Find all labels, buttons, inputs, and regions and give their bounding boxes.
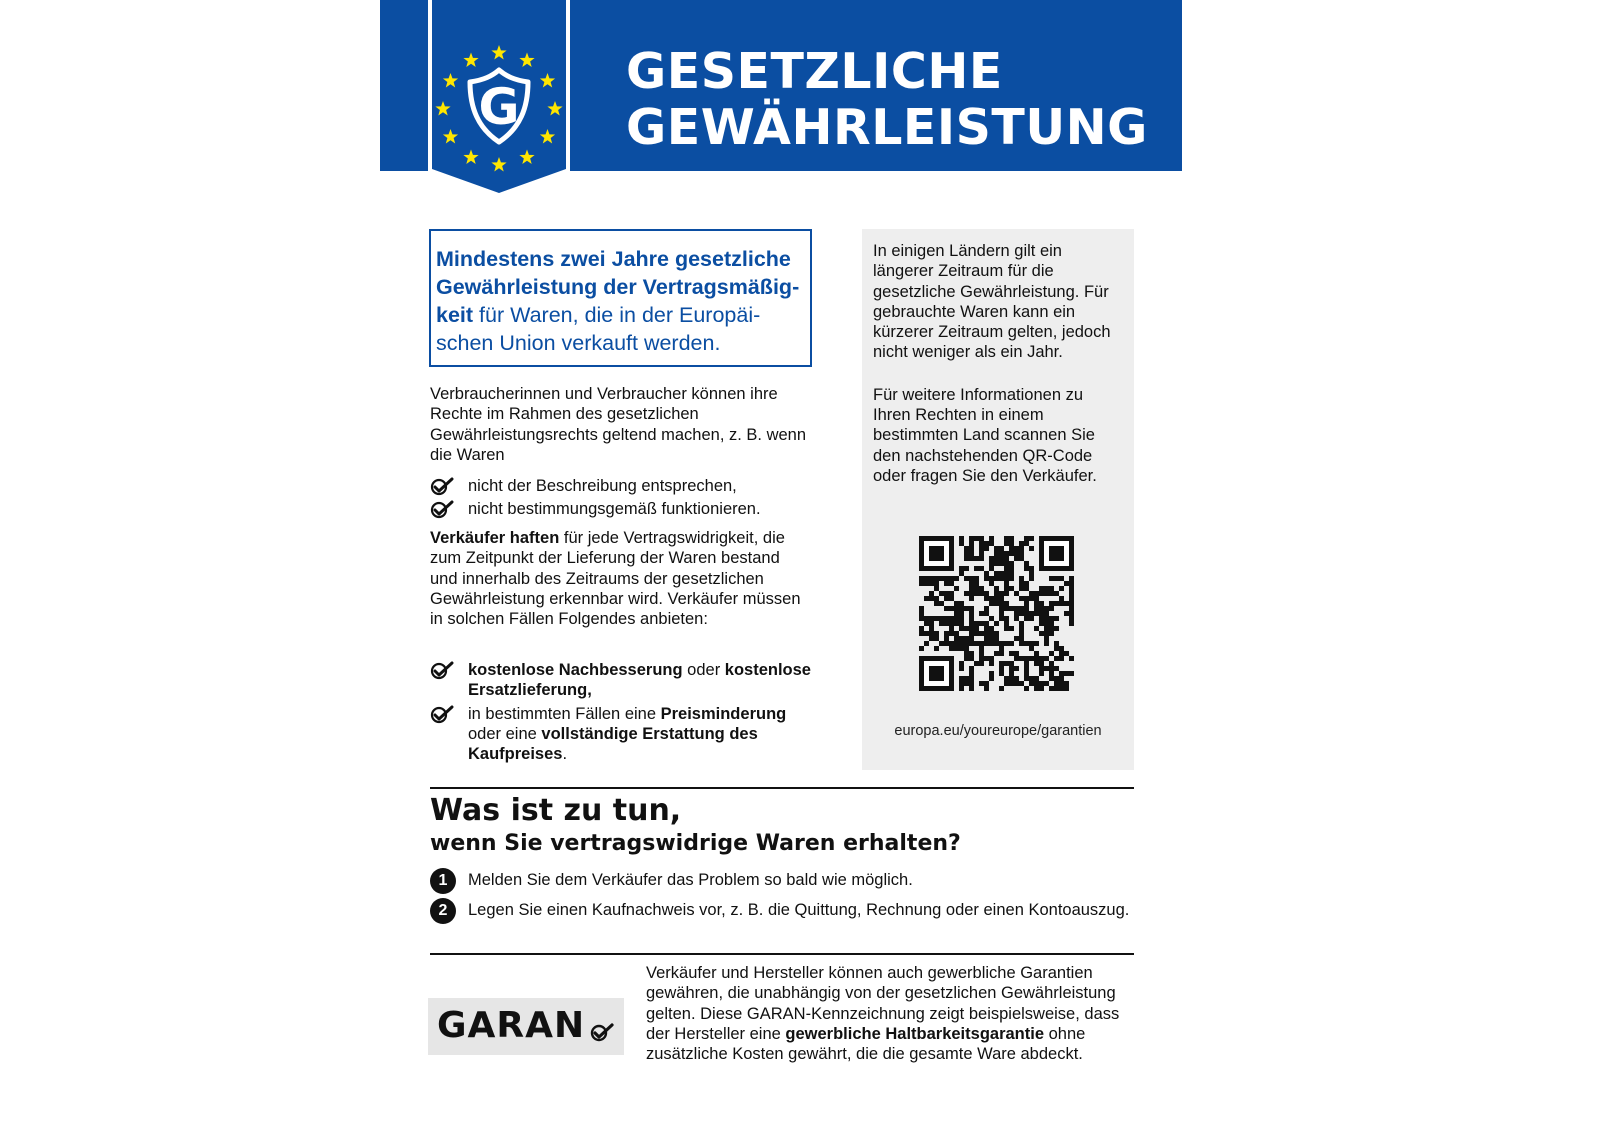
intro-bold: Mindestens zwei Jahre gesetzliche Gewährleistung der Vertragsmäßigkeit [436,247,800,327]
step-text: Melden Sie dem Verkäufer das Problem so bald wie möglich. [468,871,913,889]
condition-text: nicht der Beschreibung entsprechen, [468,477,737,495]
garan-wordmark: GARAN [437,1005,586,1046]
svg-text:G: G [478,78,520,136]
garan-label-logo [428,998,624,1055]
info-side-panel [862,229,1134,770]
check-badge-icon [430,660,454,680]
remedy-bold: kostenlose Ersatzlieferung, [468,661,811,700]
rights-paragraph: Verbraucherinnen und Verbraucher können ihre Rechte im Rahmen des gesetzlichen Gewährleistungsrechts geltend machen, z. B. wenn die Waren [430,385,807,464]
qr-code-icon[interactable] [919,536,1074,691]
list-item [430,499,820,519]
garan-text-part: ohne zusätzliche Kosten gewährt, die die gesamte Ware abdeckt. [646,1024,1086,1064]
list-item [430,900,1130,920]
garan-description [646,963,1136,1064]
side-text-period: In einigen Ländern gilt ein längerer Zeitraum für die gesetzliche Gewährleistung. Für gebrauchte Waren kann ein kürzerer Zeitraum gelten, jedoch nicht weniger als ein Jahr. [873,242,1111,362]
intro-highlight-box [429,229,812,367]
remedy-bold: vollständige Erstattung des Kaufpreises [468,724,758,764]
seller-bold: Verkäufer haften [430,529,560,547]
page-title [626,44,1148,156]
step-number-badge: 2 [430,898,456,924]
remedies-list [430,660,820,767]
list-item [430,476,820,496]
steps-list [430,870,1130,931]
intro-rest: für Waren, die in der Europäischen Union verkauft werden. [436,303,761,355]
list-item [430,704,820,765]
conditions-list [430,476,820,523]
check-badge-icon [430,499,454,519]
list-item [430,870,1130,890]
title-line-2: GEWÄHRLEISTUNG [626,99,1148,156]
condition-text: nicht bestimmungsgemäß funktionieren. [468,500,761,519]
remedy-text: oder eine [468,724,542,743]
remedy-text: in bestimmten Fällen eine [468,704,661,723]
remedy-bold: kostenlose Nachbesserung [468,661,683,679]
check-badge-icon [430,704,454,724]
step-text: Legen Sie einen Kaufnachweis vor, z. B. die Quittung, Rechnung oder einen Kontoauszug. [468,901,1130,920]
qr-url-link[interactable]: europa.eu/youreurope/garantien [894,723,1102,739]
remedy-text: . [562,745,568,764]
garan-text-part: Verkäufer und Hersteller können auch gewerbliche Garantien gewähren, die unabhängig von der gesetzlichen Gewährleistung gelten. Diese GARAN-Kennzeichnung zeigt beispielsweise, dass der Hersteller eine [646,964,1120,1043]
divider [430,953,1134,955]
check-badge-icon [590,1022,614,1042]
section-subtitle: wenn Sie vertragswidrige Waren erhalten? [430,831,961,856]
seller-paragraph [430,528,810,629]
section-title: Was ist zu tun, [430,793,682,828]
eu-shield-logo [426,0,572,199]
title-line-1: GESETZLICHE [626,43,1003,100]
garan-bold: gewerbliche Haltbarkeitsgarantie [785,1024,1045,1043]
side-text-qr-hint: Für weitere Informationen zu Ihren Rechten in einem bestimmten Land scannen Sie den nachstehenden QR-Code oder fragen Sie den Verkäufer. [873,385,1097,485]
remedy-text: oder [682,661,725,679]
step-number-badge: 1 [430,868,456,894]
remedy-bold: Preisminderung [660,704,787,723]
list-item [430,660,820,701]
seller-rest: für jede Vertragswidrigkeit, die zum Zeitpunkt der Lieferung der Waren bestand und innerhalb des Zeitraums der gesetzlichen Gewährleistung erkennbar wird. Verkäufer müssen in solchen Fällen Folgendes anbieten: [430,529,801,629]
check-badge-icon [430,476,454,496]
divider [430,787,1134,789]
